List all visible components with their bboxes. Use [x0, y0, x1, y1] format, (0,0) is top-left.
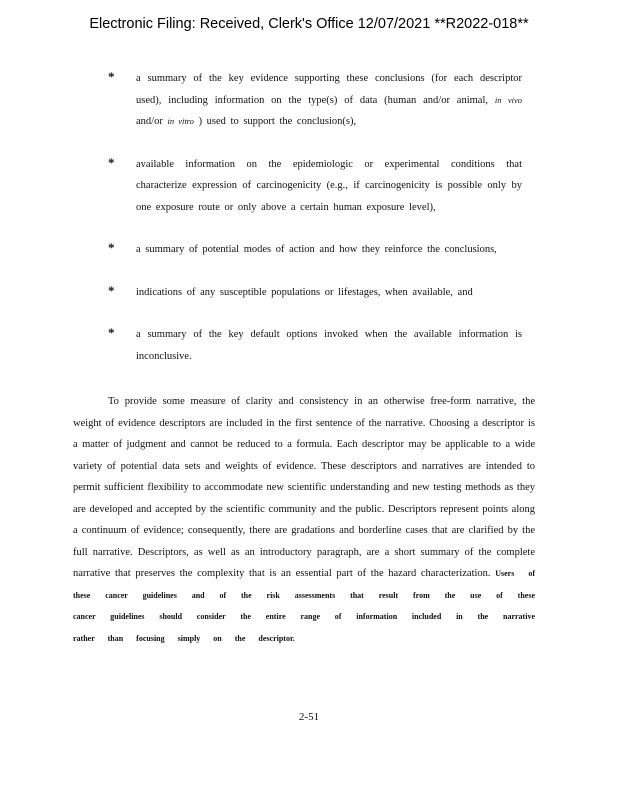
paragraph-tail-text: Users of these cancer guidelines and of the risk assessments that result from the use of these cancer guidelines should consider the entire range of information included in the narrative rather than focusing simply on the descriptor.: [73, 569, 535, 643]
list-item-text: a summary of the key evidence supporting these conclusions (for each descriptor used), including information on the type(s) of data (human and/or animal, in vivo and/or in vitro ) used to support the conclusion(s),: [136, 73, 522, 127]
bullet-marker: *: [108, 240, 115, 255]
italic-term: in vitro: [167, 116, 194, 126]
list-item: [108, 239, 528, 261]
list-item: [108, 68, 528, 133]
paragraph-main-text: To provide some measure of clarity and consistency in an otherwise free-form narrative, the weight of evidence descriptors are included in the first sentence of the narrative. Choosing a descriptor is a matter of judgment and cannot be reduced to a formula. Each descriptor may be applicable to a wide variety of potential data sets and weights of evidence. These descriptors and narratives are intended to permit sufficient flexibility to accommodate new scientific understanding and new testing methods as they are developed and accepted by the scientific community and the public. Descriptors represent points along a continuum of evidence; consequently, there are gradations and borderline cases that are clarified by the full narrative. Descriptors, as well as an introductory paragraph, are a short summary of the complete narrative that preserves the complexity that is an essential part of the hazard characterization.: [73, 396, 535, 579]
bullet-marker: *: [108, 282, 115, 298]
bullet-marker: *: [108, 154, 115, 170]
bullet-list: [108, 68, 528, 388]
list-item-text: a summary of the key default options invoked when the available information is inconclusive.: [136, 329, 522, 362]
list-item: [108, 154, 528, 219]
page-number: 2-51: [298, 711, 320, 723]
bullet-marker: *: [108, 325, 115, 340]
list-item-text: indications of any susceptible populations or lifestages, when available, and: [136, 286, 473, 298]
body-paragraph: [73, 391, 535, 649]
bullet-marker: *: [108, 69, 115, 84]
list-item: [108, 324, 528, 367]
list-item-text: a summary of potential modes of action and how they reinforce the conclusions,: [136, 244, 497, 255]
list-item: [108, 282, 528, 304]
filing-header: Electronic Filing: Received, Clerk's Office 12/07/2021 **R2022-018**: [89, 16, 529, 32]
italic-term: in vivo: [494, 94, 522, 105]
list-item-text: available information on the epidemiologic or experimental conditions that characterize expression of carcinogenicity (e.g., if carcinogenicity is possible only by one exposure route or only above a certain human exposure level),: [136, 158, 522, 213]
